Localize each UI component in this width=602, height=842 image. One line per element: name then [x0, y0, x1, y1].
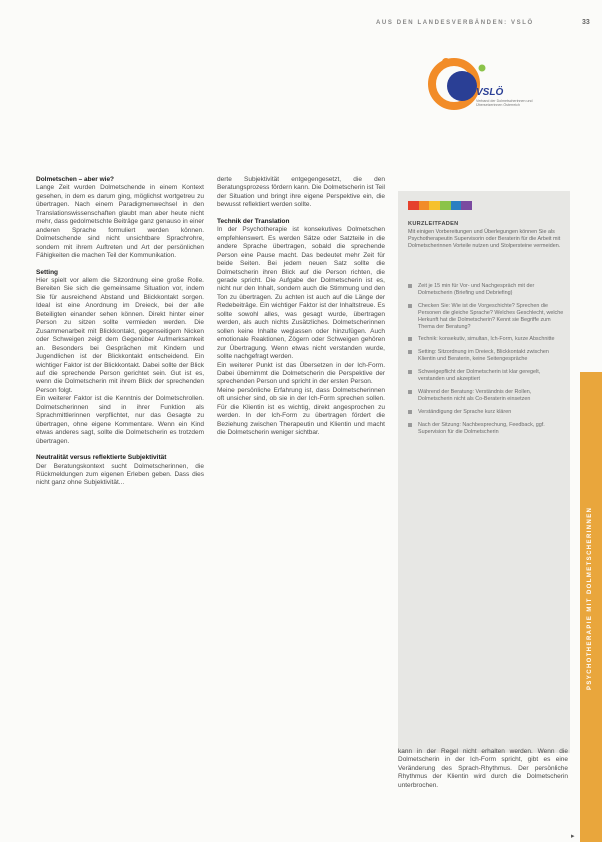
square-bullet-icon — [408, 284, 412, 288]
paragraph: derte Subjektivität entgegengesetzt, die den Beratungsprozess fördern kann. Die Dolmetscherin ist Teil der Situation und bringt ihre eigene Perspektive ein, die bewusst reflektiert werden sollte. — [217, 176, 385, 209]
column-left — [36, 176, 204, 488]
checklist-item — [408, 349, 566, 363]
checklist-item-text: Während der Beratung: Verständnis der Rollen, Dolmetscherin nicht als Co-Beraterin einsetzen — [418, 388, 532, 402]
continue-arrow-icon: ▸ — [571, 833, 575, 840]
checklist-item — [408, 389, 566, 403]
box-title: KURZLEITFADEN — [408, 221, 459, 227]
checklist-item-text: Schweigepflicht der Dolmetscherin ist klar geregelt, verstanden und akzeptiert — [418, 369, 541, 383]
checklist-item-text: Verständigung der Sprache kurz klären — [418, 408, 512, 415]
paragraph: In der Psychotherapie ist konsekutives Dolmetschen empfehlenswert. Es werden Sätze oder Satzteile in die andere Sprache übertragen, sobald die sprechende Person eine Pause macht. Das bedeutet mehr Zeit für beide Seiten. Bei jedem neuen Satz sollte die Dolmetscherin ihren Blick auf die Person richten, die gerade spricht. Die Aufgabe der Dolmetscherin ist es, nicht nur den Inhalt, sondern auch die Stimmung und den Ton zu übertragen. Zu achten ist auch auf die Länge der Redebeiträge. Ein wichtiger Faktor ist der Inhaltstreue. Es sollte sowohl alles, was gesagt wurde, übertragen werden, als auch nichts Zusätzliches. Dolmetscherinnen sollen keine Inhalte weglassen oder hinzufügen. Auch emotionale Reaktionen, Zögern oder Schweigen gehören zur Übertragung. Wenn etwas nicht verstanden wurde, sollte nachgefragt werden. — [217, 226, 385, 361]
page-number: 33 — [582, 19, 590, 26]
checklist-item — [408, 336, 566, 343]
checklist-item — [408, 409, 566, 416]
square-bullet-icon — [408, 304, 412, 308]
paragraph: Hier spielt vor allem die Sitzordnung eine große Rolle. Bereiten Sie sich die gemeinsame Situation vor, indem Sie für ausreichend Abstand und Blickkontakt sorgen. Ideal ist eine Anordnung im Dreieck, bei der alle Beteiligten einander sehen können. Direkt hinter einer Person zu sitzen sollte vermieden werden. Die Zusammenarbeit mit Blickkontakt, gegenseitigem Nicken oder Schweigen zeigt dem Gegenüber Aufmerksamkeit an. Besonders bei Gesprächen mit Kindern und Jugendlichen ist der Blickkontakt entscheidend. Ein wichtiger Faktor ist der Blickkontakt. Dabei sollte der Blick auf die sprechende Person gerichtet sein. Gut ist es, wenn die Dolmetscherin mit ihrem Blick der sprechenden Person folgt. — [36, 276, 204, 394]
logo-subline: Verband der Dolmetscherinnen und Übersetzerinnen Österreich — [476, 99, 533, 108]
logo-orange-dot — [442, 58, 450, 66]
checklist-item — [408, 303, 566, 331]
heading-neutralitaet: Neutralität versus reflektierte Subjektivität — [36, 454, 167, 462]
paragraph: Der Beratungskontext sucht Dolmetscherinnen, die Rückmeldungen zum eigenen Erleben geben. Dass dies nicht ganz ohne Subjektivität... — [36, 462, 204, 487]
stripe-yellow — [429, 201, 440, 210]
checklist-item-text: Technik: konsekutiv, simultan, Ich-Form, kurze Abschnitte — [418, 336, 555, 343]
checklist-item-text: Nach der Sitzung: Nachbesprechung, Feedback, ggf. Supervision für die Dolmetscherin — [418, 421, 545, 435]
square-bullet-icon — [408, 390, 412, 394]
logo-wordmark: VSLÖ — [476, 87, 504, 98]
stripe-blue — [451, 201, 462, 210]
box-intro: Mit einigen Vorbereitungen und Überlegungen können Sie als Psychotherapeutin Supervisorin oder Beraterin für die Arbeit mit Dolmetscherinnen Vorteile nutzen und Stolpersteine vermeiden. — [408, 229, 561, 249]
checklist-item — [408, 283, 566, 297]
logo-green-dot — [479, 65, 486, 72]
heading-setting: Setting — [36, 268, 59, 276]
paragraph: Ein weiterer Punkt ist das Übersetzen in der Ich-Form. Dabei übernimmt die Dolmetscherin die Perspektive der sprechenden Person und spricht in der ersten Person. — [217, 361, 385, 386]
square-bullet-icon — [408, 423, 412, 427]
heading-dolmetschen: Dolmetschen – aber wie? — [36, 176, 115, 183]
heading-technik: Technik der Translation — [217, 217, 290, 225]
square-bullet-icon — [408, 350, 412, 354]
checklist-item — [408, 422, 566, 436]
square-bullet-icon — [408, 337, 412, 341]
stripe-green — [440, 201, 451, 210]
color-stripe — [408, 201, 472, 210]
checklist-item-text: Setting: Sitzordnung im Dreieck, Blickkontakt zwischen Klientin und Beraterin, keine Seitengespräche — [418, 349, 549, 363]
square-bullet-icon — [408, 410, 412, 414]
checklist-item-text: Checken Sie: Wie ist die Vorgeschichte? Sprechen die Personen die gleiche Sprache? Welches Geschlecht, welche Herkunft hat die Dolmetscherin? Kennt sie Begriffe zum Thema der Beratung? — [418, 302, 564, 330]
column-middle — [217, 176, 385, 438]
paragraph: Ein weiterer Faktor ist die Kenntnis der Dolmetschrollen. Dolmetscherinnen sind in ihrer Funktion als Sprachmittlerinnen verpflichtet, nur das Gesagte zu übertragen, ohne eigene Kommentare. Wenn ein Kind etwas anderes sagt, sollte die Dolmetscherin es trotzdem übertragen. — [36, 395, 204, 445]
checklist — [408, 283, 566, 442]
stripe-purple — [461, 201, 472, 210]
sidebar-box — [398, 191, 570, 753]
section-tab-label: PSYCHOTHERAPIE MIT DOLMETSCHERINNEN — [587, 506, 593, 690]
checklist-item-text: Zeit je 15 min für Vor- und Nachgespräch mit der Dolmetscherin (Briefing und Debriefing) — [418, 283, 535, 296]
paragraph: Lange Zeit wurden Dolmetschende in einem Kontext gesehen, in dem es darum ging, möglichst wortgetreu zu übertragen. Nach einem Paradigmenwechsel in den Translationswissenschaften glaubt man aber heute nicht mehr, dass gedolmetschte Beiträge ganz genauso in einer anderen Sprache formuliert werden können. Dolmetschende sind nicht unsichtbare Sprachrohre, sondern mit ihrem Auftreten und Art der persönlichen Fähigkeiten die machen Teil der Kommunikation. — [36, 184, 204, 260]
logo-blue-blob — [447, 71, 477, 101]
column-right-bottom — [398, 748, 568, 790]
paragraph: Meine persönliche Erfahrung ist, dass Dolmetscherinnen oft unsicher sind, ob sie in der Ich-Form sprechen sollen. Für die Klientin ist es wichtig, direkt angesprochen zu werden. In der Ich-Form zu übertragen fördert die Beziehung zwischen Therapeutin und Klientin und macht die Dolmetscherin weniger sichtbar. — [217, 386, 385, 437]
paragraph: kann in der Regel nicht erhalten werden. Wenn die Dolmetscherin in der Ich-Form spricht, gibt es eine Veränderung des Sprach-Rhythmus. Der persönliche Rhythmus der Klientin wird durch die Dolmetscherin unterbrochen. — [398, 748, 568, 789]
stripe-red — [408, 201, 419, 210]
stripe-orange — [419, 201, 430, 210]
checklist-item — [408, 369, 566, 383]
running-head: AUS DEN LANDESVERBÄNDEN: VSLÖ — [376, 20, 534, 26]
square-bullet-icon — [408, 370, 412, 374]
